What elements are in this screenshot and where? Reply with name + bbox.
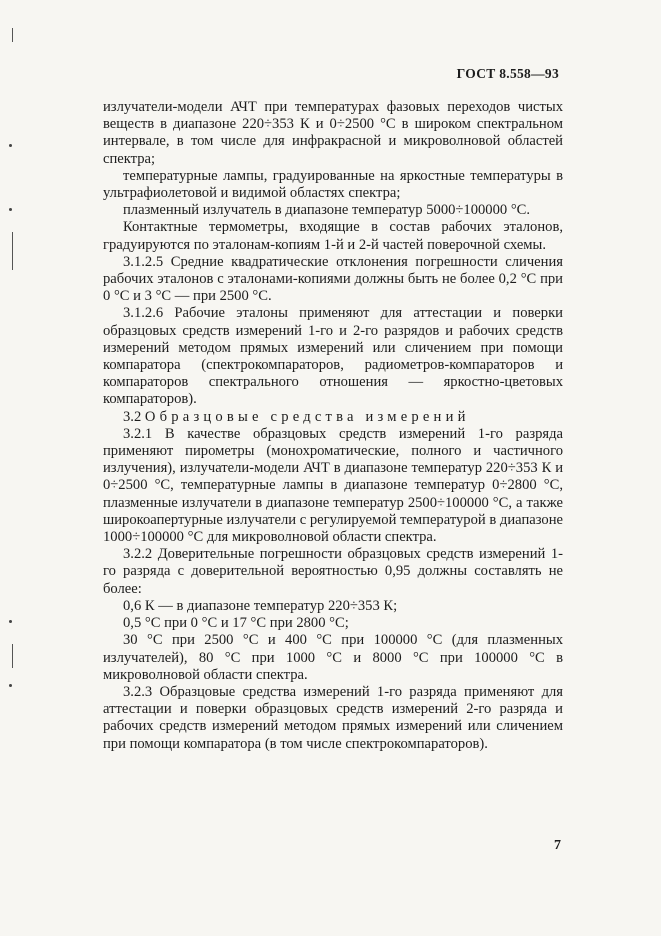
paragraph: 3.1.2.5 Средние квадратические отклонения погрешности сличения рабочих эталонов с эталонами-копиями должны быть не более 0,2 °С при 0 °С и 3 °С — при 2500 °С. <box>103 253 563 305</box>
paragraph: плазменный излучатель в диапазоне температур 5000÷100000 °С. <box>123 202 531 219</box>
paragraph: излучатели-модели АЧТ при температурах фазовых переходов чистых веществ в диапазоне 220÷353 К и 0÷2500 °С в широком спектральном интервале, в том числе для инфракрасной и микроволновой областей спектра; <box>103 99 563 167</box>
section-heading <box>103 409 563 426</box>
scan-artifact <box>9 208 12 211</box>
paragraph: 3.1.2.6 Рабочие эталоны применяют для аттестации и поверки образцовых средств измерений 1-го и 2-го разрядов и рабочих средств измерений методом прямых измерений или сличением при помощи компаратора (спектрокомпараторов, радиометров-компараторов и компараторов спектрального отношения — яркостно-цветовых компараторов). <box>103 305 563 408</box>
section-title: Образцовые средства измерений <box>144 408 470 425</box>
paragraph: Контактные термометры, входящие в состав рабочих эталонов, градуируются по эталонам-копиям 1-й и 2-й частей поверочной схемы. <box>103 219 563 253</box>
section-number: 3.2 <box>123 408 142 425</box>
document-body <box>103 99 563 753</box>
paragraph: 30 °С при 2500 °С и 400 °С при 100000 °С (для плазменных излучателей), 80 °С при 1000 °С и 8000 °С при 100000 °С в микроволновой области спектра. <box>103 632 563 683</box>
paragraph: 0,6 К — в диапазоне температур 220÷353 К; <box>123 597 398 614</box>
paragraph: температурные лампы, градуированные на яркостные температуры в ультрафиолетовой и видимой областях спектра; <box>103 167 563 202</box>
scan-artifact <box>12 644 13 668</box>
paragraph: 0,5 °С при 0 °С и 17 °С при 2800 °С; <box>123 615 349 632</box>
scan-artifact <box>12 28 13 42</box>
document-header: ГОСТ 8.558—93 <box>456 66 559 81</box>
paragraph: 3.2.1 В качестве образцовых средств измерений 1-го разряда применяют пирометры (монохроматические, полного и частичного излучения), излучатели-модели АЧТ в диапазоне температур 220÷353 К и 0÷2500 °С, температурные лампы в диапазоне температур 0÷2800 °С, плазменные излучатели в диапазоне температур 2500÷100000 °С, а также широкоапертурные излучатели с регулируемой температурой в диапазоне 1000÷100000 °С для микроволновой области спектра. <box>103 425 563 546</box>
scan-artifact <box>12 232 13 270</box>
page-number: 7 <box>554 838 561 853</box>
scan-artifact <box>9 144 12 147</box>
paragraph: 3.2.2 Доверительные погрешности образцовых средств измерений 1-го разряда с доверительной вероятностью 0,95 должны составлять не более: <box>103 546 563 597</box>
paragraph: 3.2.3 Образцовые средства измерений 1-го разряда применяют для аттестации и поверки образцовых средств измерений 2-го разряда и рабочих средств измерений методом прямых измерений или сличением при помощи компаратора (в том числе спектрокомпараторов). <box>103 683 563 752</box>
scan-artifact <box>9 684 12 687</box>
scan-artifact <box>9 620 12 623</box>
